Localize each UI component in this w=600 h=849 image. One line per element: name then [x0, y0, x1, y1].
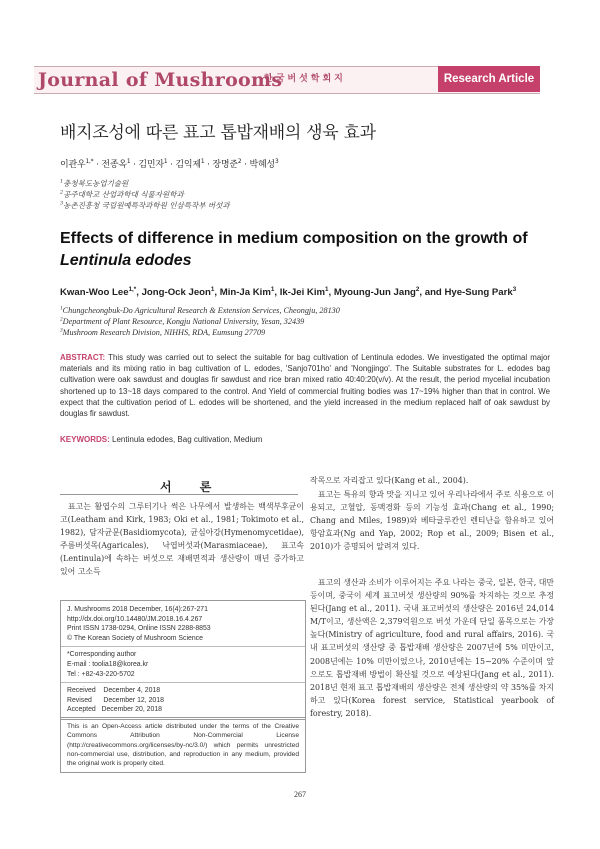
received-date: Received December 4, 2018 [67, 687, 161, 695]
korean-affiliation-2: $^2$공주대학교 산업과학대 식물자원학과 [60, 189, 184, 199]
journal-name: Journal of Mushrooms [38, 69, 283, 91]
english-affiliation-1: $^1$Chungcheongbuk-Do Agricultural Research & Extension Services, Cheongju, 28130 [60, 305, 340, 315]
journal-korean-name: 한국버섯학회지 [264, 74, 346, 84]
corresponding-label: *Corresponding author [67, 651, 137, 659]
open-access-notice: This is an Open-Access article distributed under the terms of the Creative Commons Attribution Non-Commercial License (http://creativecommons.org/licenses/by-nc/3.0/) which permits unrestricted non-commercial use, distribution, and reproduction in any medium, provided the original work is properly cited. [60, 717, 306, 773]
korean-title: 배지조성에 따른 표고 톱밥재배의 생육 효과 [60, 123, 376, 143]
telephone: Tel : +82-43-220-5702 [67, 670, 135, 678]
revised-date: Revised December 12, 2018 [67, 696, 164, 704]
abstract-label: ABSTRACT: [60, 353, 106, 362]
copyright: © The Korean Society of Mushroom Science [67, 634, 203, 642]
abstract-text: This study was carried out to select the suitable for bag cultivation of Lentinula edodes. We investigated the optimal major materials and its mixing ratio in bag cultivation of L. edodes, 'Sanjo701ho' and 'Nongjingo'. The Suitable substrates for L. edodes bag cultivation were oak sawdust and douglas fir sawdust and rice bran mixed ratio 40:40:20(v/v). At the result, the period mycelial incubation shortened up to 13~18 days compared to the control. And Yield of commercial fruiting bodies was 17~19% higher than that in control. We expect that the cultivation period of L. edodes will be shortened, and the yield increased in the medium replaced half of oak sawdust by douglas fir sawdust. [60, 353, 550, 419]
email[interactable]: E-mail : toolia18@korea.kr [67, 660, 149, 668]
left-body-paragraph: 표고는 활엽수의 그루터기나 썩은 나무에서 발생하는 백색부후균이고(Leatham and Kirk, 1983; Oki et al., 1981; Tokimoto et al., 1982), 담자균문(Basidiomycota), 균심아강(Hymenomycetidae), 주름버섯목(Agaricales), 낙엽버섯과(Marasmiaceae), 표고속(Lentinula)에 속하는 버섯으로 재배면적과 생산량이 매년 증가하고 있어 고소득 [60, 502, 304, 577]
accepted-date: Accepted December 20, 2018 [67, 706, 162, 714]
abstract [60, 352, 550, 419]
english-authors: Kwan-Woo Lee$^{1,*}$, Jong-Ock Jeon$^1$, Min-Ja Kim$^1$, Ik-Jei Kim$^1$, Myoung-Jun Jang$^2$, and Hye-Sung Park$^3$ [60, 285, 517, 298]
section-heading-rule [60, 494, 298, 495]
right-paragraph-2: 표고는 특유의 향과 맛을 지니고 있어 우리나라에서 주로 식용으로 이용되고, 고혈압, 동맥경화 등의 기능성 효과(Chang et al., 1990; Chang and Miles, 1989)와 베타글루칸인 렌티난을 함유하고 있어 항암효과(Ng and Yap, 2002; Rop et al., 2009; Bisen et al., 2010)가 증명되어 알려져 있다. [310, 490, 555, 552]
keywords: KEYWORDS: Lentinula edodes, Bag cultivation, Medium [60, 435, 263, 444]
citation: J. Mushrooms 2018 December, 16(4):267-271 [67, 606, 208, 613]
english-affiliation-3: $^3$Mushroom Research Division, NIHHS, RDA, Eumsung 27709 [60, 327, 266, 337]
right-paragraph-3: 표고의 생산과 소비가 이루어지는 주요 나라는 중국, 일본, 한국, 대만 등이며, 중국이 세계 표고버섯 생산량의 90%를 차지하는 것으로 추정된다(Jang et al., 2011). 국내 표고버섯의 생산량은 2016년 24,014 M/T이고, 생산액은 2,379억원으로 버섯 가운데 단일 품목으로는 가장 높다(Ministry of agriculture, food and rural affairs, 2016). 국내 표고버섯의 생산량 중 톱밥재배 생산량은 2007년에 5% 미만이고, 2008년에는 10% 미만이었으나, 2010년에는 15~20% 수준이며 앞으로도 톱밥재배 방법이 확산될 것으로 예상된다(Jang et al., 2011). 2018년 현재 표고 톱밥재배의 생산량은 전체 생산량의 약 35%를 차지하고 있다(Korea forest service, Statistical yearbook of forestry, 2018). [310, 578, 554, 718]
right-paragraph-1: 작목으로 자리잡고 있다(Kang et al., 2004). [310, 476, 469, 485]
article-type-badge: Research Article [438, 66, 540, 92]
english-title: Effects of difference in medium composition on the growth of Lentinula edodes [60, 230, 528, 269]
article-info-box [60, 600, 306, 720]
english-affiliation-2: $^2$Department of Plant Resource, Kongju National University, Yesan, 32439 [60, 316, 305, 326]
korean-affiliation-1: $^1$충청북도농업기술원 [60, 178, 129, 188]
korean-affiliation-3: $^3$농촌진흥청 국립원예특작과학원 인삼특작부 버섯과 [60, 200, 230, 210]
page-number: 267 [294, 790, 306, 799]
doi-link[interactable]: http://dx.doi.org/10.14480/JM.2018.16.4.267 [67, 615, 203, 623]
section-heading: 서 론 [160, 480, 224, 494]
issn: Print ISSN 1738-0294, Online ISSN 2288-8853 [67, 625, 211, 633]
korean-authors: 이관우$^{1,*}$ · 전종옥$^1$ · 김민자$^1$ · 김익제$^1$ · 장명준$^2$ · 박혜성$^3$ [60, 159, 279, 170]
